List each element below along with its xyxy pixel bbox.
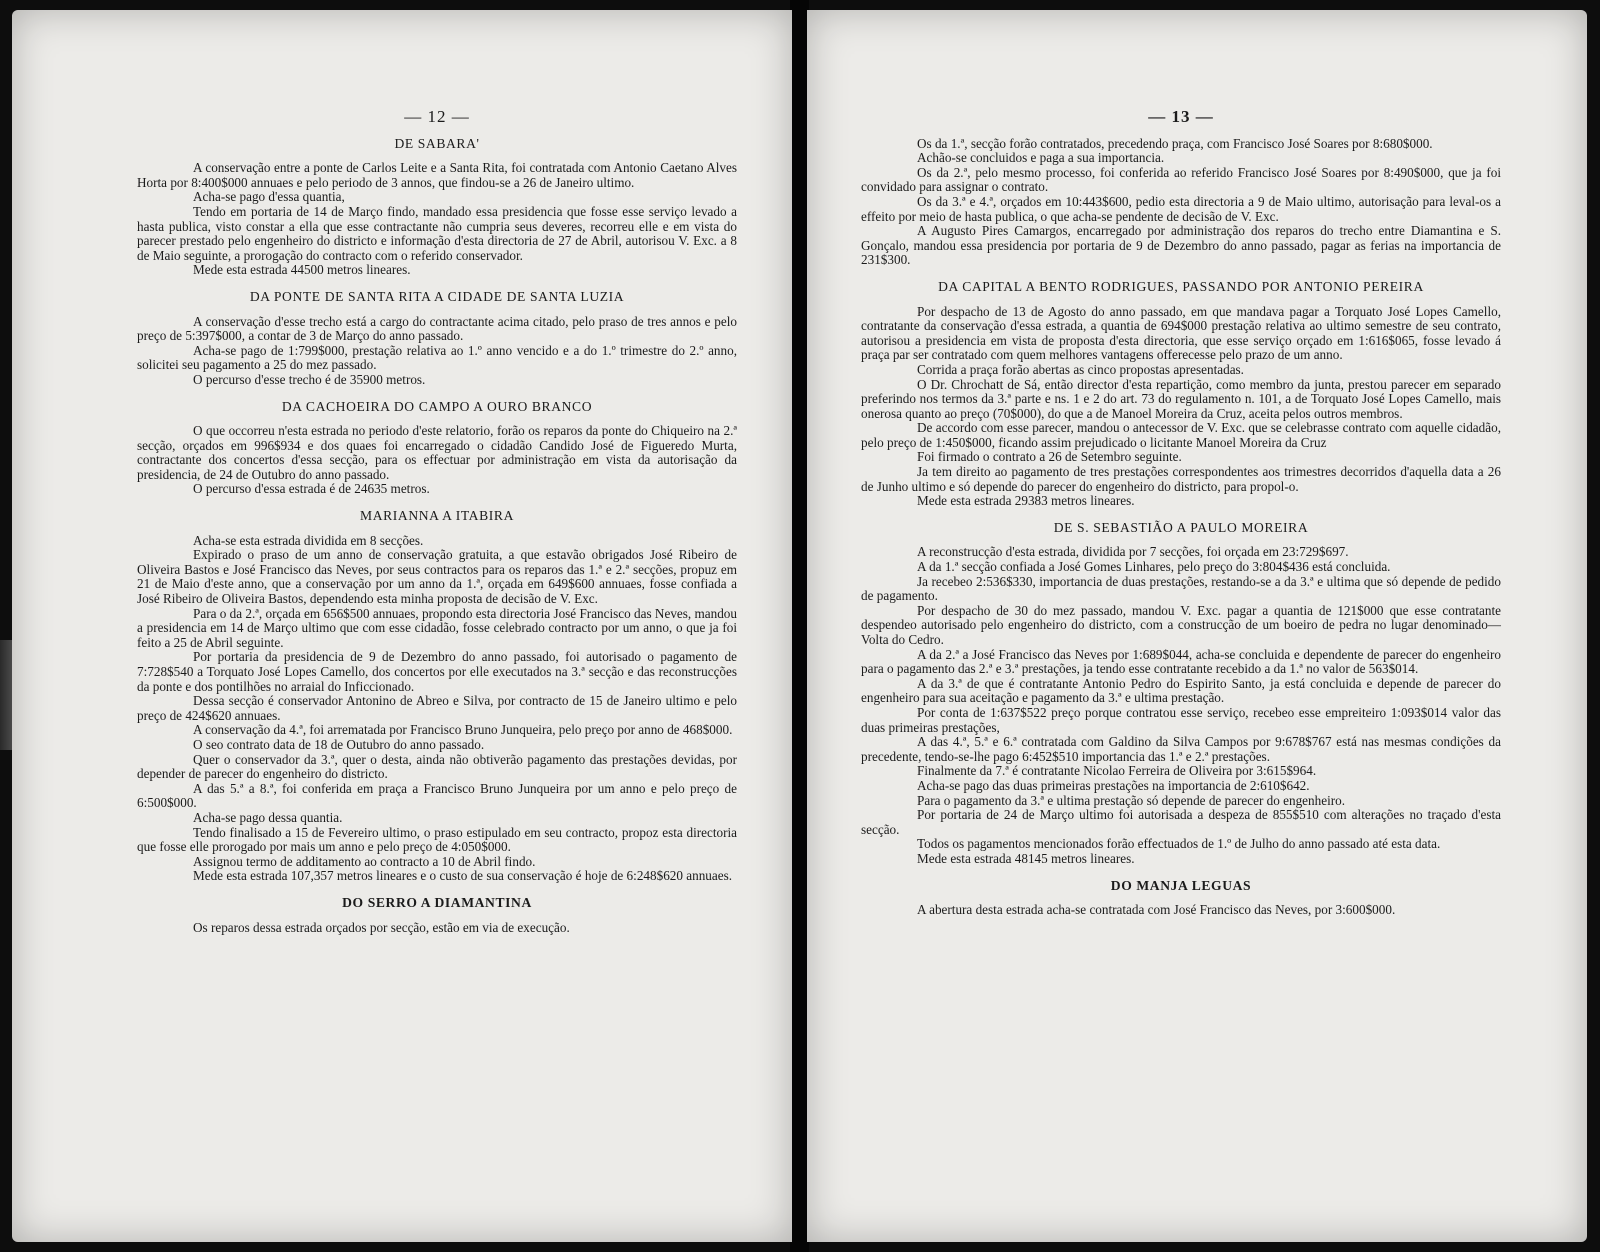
paragraph: O que occorreu n'esta estrada no periodo d'este relatorio, forão os reparos da ponte do Chiqueiro na 2.ª secção, orçados em 996$934 e dos quaes foi encarregado o cidadão Candido José de Figueredo Murta, contractante dos concertos d'essa secção, para os effectuar por administração em vista da autorisação da presidencia, de 24 de Outubro do anno passado. [137,423,737,482]
section-heading: DA CAPITAL A BENTO RODRIGUES, PASSANDO POR ANTONIO PEREIRA [938,278,1424,294]
paragraph: A reconstrucção d'esta estrada, dividida por 7 secções, foi orçada em 23:729$697. [917,544,1349,560]
paragraph: Todos os pagamentos mencionados forão effectuados de 1.º de Julho do anno passado até esta data. [917,836,1441,852]
paragraph: A da 1.ª secção confiada a José Gomes Linhares, pelo preço do 3:804$436 está concluida. [917,559,1391,575]
paragraph: A conservação d'esse trecho está a cargo do contractante acima citado, pelo praso de tres annos e pelo preço de 5:397$000, a contar de 3 de Março do anno passado. [137,313,737,344]
paragraph: O Dr. Chrochatt de Sá, então director d'esta repartição, como membro da junta, prestou parecer em separado preferindo nos termos da 3.ª parte e ns. 1 e 2 do art. 73 do regulamento n. 101, a de Torquato José Lopes Camello, mais onerosa quanto ao preço (70$000), do que a de Manoel Moreira da Cruz, aceita pelos outros membros. [861,376,1501,421]
paragraph: O percurso d'essa estrada é de 24635 metros. [193,481,430,497]
left-page [12,10,792,1242]
paragraph: Acha-se pago das duas primeiras prestações na importancia de 2:610$642. [917,777,1310,793]
paragraph: A Augusto Pires Camargos, encarregado por administração dos reparos do trecho entre Diamantina e S. Gonçalo, mandou essa presidencia por portaria de 9 de Dezembro do anno passado, pagar as ferias na importancia de 231$300. [861,223,1501,268]
paragraph: De accordo com esse parecer, mandou o antecessor de V. Exc. que se celebrasse contrato com aquelle cidadão, pelo preço de 1:450$000, ficando assim prejudicado o licitante Manoel Moreira da Cruz [861,420,1501,450]
paragraph: A das 4.ª, 5.ª e 6.ª contratada com Galdino da Silva Campos por 9:678$767 está nas mesmas condições da precedente, tendo-se-lhe pago 6:452$510 importancia das 1.ª e 2.ª prestações. [861,734,1501,764]
paragraph: Tendo em portaria de 14 de Março findo, mandado essa presidencia que fosse esse serviço levado a hasta publica, visto constar a ella que esse contractante não cumpria seus deveres, recorreu elle e em vista do parecer prestado pelo engenheiro do districto e informação d'esta directoria de 27 de Abril, autorisou V. Exc. a 8 de Maio seguinte, a prorogação do contracto com o referido conservador. [137,203,737,263]
right-page [807,10,1587,1242]
paragraph: Acha-se pago d'essa quantia, [193,189,345,205]
paragraph: Ja recebeo 2:536$330, importancia de duas prestações, restando-se a da 3.ª e ultima que só depende de pedido de pagamento. [861,573,1501,604]
paragraph: Tendo finalisado a 15 de Fevereiro ultimo, o praso estipulado em seu contracto, propoz esta directoria que fosse elle prorogado por mais um anno e pelo preço de 4:050$000. [137,824,737,855]
section-heading: DE SABARA' [394,135,480,151]
paragraph: Mede esta estrada 107,357 metros lineares e o custo de sua conservação é hoje de 6:248$620 annuaes. [193,868,733,884]
paragraph: O seo contrato data de 18 de Outubro do anno passado. [193,736,485,752]
left-column [137,107,737,935]
paragraph: A das 5.ª a 8.ª, foi conferida em praça a Francisco Bruno Junqueira por um anno e pelo preço de 6:500$000. [137,780,737,811]
right-column [861,107,1501,918]
paragraph: Os da 3.ª e 4.ª, orçados em 10:443$600, pedio esta directoria a 9 de Maio ultimo, autorisação para leval-os a effeito por meio de hasta publica, o que acha-se pendente de decisão de V. Exc. [861,193,1501,224]
paragraph: Mede esta estrada 44500 metros lineares. [193,262,411,278]
paragraph: Mede esta estrada 29383 metros lineares. [917,493,1135,509]
paragraph: Ja tem direito ao pagamento de tres prestações correspondentes aos trimestres decorridos d'aquella data a 26 de Junho ultimo e só depende do parecer do engenheiro do districto, para propol-o. [861,464,1501,494]
paragraph: Acha-se esta estrada dividida em 8 secções. [193,532,424,548]
paragraph: Os da 1.ª, secção forão contratados, precedendo praça, com Francisco José Soares por 8:680$000. [917,135,1433,151]
section-heading: MARIANNA A ITABIRA [360,508,514,524]
paragraph: Os da 2.ª, pelo mesmo processo, foi conferida ao referido Francisco José Soares por 8:490$000, que ja foi convidado para assignar o contrato. [861,164,1501,195]
section-heading: DE S. SEBASTIÃO A PAULO MOREIRA [1053,519,1309,535]
paragraph: Mede esta estrada 48145 metros lineares. [917,850,1135,866]
paragraph: Por portaria de 24 de Março ultimo foi autorisada a despeza de 855$510 com alterações no traçado d'esta secção. [861,807,1501,837]
paragraph: Corrida a praça forão abertas as cinco propostas apresentadas. [917,361,1244,377]
section-heading: DO MANJA LEGUAS [1110,877,1252,893]
paragraph: Para o da 2.ª, orçada em 656$500 annuaes, propondo esta directoria José Francisco das Neves, mandou a presidencia em 14 de Março ultimo que com esse cidadão, fosse celebrado contracto por um anno, o que ja foi feito a 25 de Abril seguinte. [137,605,737,650]
paragraph: Por conta de 1:637$522 preço porque contratou esse serviço, recebeo esse empreiteiro 1:093$014 valor das duas primeiras prestações, [861,704,1501,735]
paragraph: Por despacho de 30 do mez passado, mandou V. Exc. pagar a quantia de 121$000 que esse contratante despendeo autorisado pelo engenheiro do districto, com a construcção de um boeiro de pedra no lugar denominado—Volta do Cedro. [861,602,1501,647]
section-heading: DA PONTE DE SANTA RITA A CIDADE DE SANTA LUZIA [249,288,625,304]
paragraph: A da 2.ª a José Francisco das Neves por 1:689$044, acha-se concluida e dependente de parecer do engenheiro para o pagamento das 2.ª e 3.ª prestações, ja tendo esse contratante recebido a da 1.ª no valor de 563$014. [861,646,1501,677]
paragraph: Quer o conservador da 3.ª, quer o desta, ainda não obtiverão pagamento das prestações devidas, por depender de parecer do engenheiro do districto. [137,751,737,782]
paragraph: Acha-se pago dessa quantia. [193,809,343,825]
paragraph: A da 3.ª de que é contratante Antonio Pedro do Espirito Santo, ja está concluida e depende de parecer do engenheiro para sua aceitação e pagamento da 3.ª e ultima prestação. [861,675,1501,706]
page-number-left: — 12 — [404,107,470,126]
paragraph: Finalmente da 7.ª é contratante Nicolao Ferreira de Oliveira por 3:615$964. [917,763,1317,779]
paragraph: Expirado o praso de um anno de conservação gratuita, a que estavão obrigados José Ribeiro de Oliveira Bastos e José Francisco das Neves, por seus contractos para os reparos das 1.ª e 2.ª secções, propuz em 21 de Maio d'este anno, que a conservação por um anno da 1.ª, orçada em 649$600 annuaes, fosse confiada a José Ribeiro de Oliveira Bastos, dependendo esta minha proposta de decisão de V. Exc. [137,547,737,607]
section-heading: DO SERRO A DIAMANTINA [342,894,532,910]
paragraph: Os reparos dessa estrada orçados por secção, estão em via de execução. [193,919,570,935]
page-number-right: — 13 — [1148,107,1214,126]
paragraph: Achão-se concluidos e paga a sua importancia. [917,150,1165,166]
paragraph: A abertura desta estrada acha-se contratada com José Francisco das Neves, por 3:600$000. [917,902,1396,918]
paragraph: Foi firmado o contrato a 26 de Setembro seguinte. [917,449,1182,465]
paragraph: Para o pagamento da 3.ª e ultima prestação só depende de parecer do engenheiro. [917,792,1346,808]
paragraph: Dessa secção é conservador Antonino de Abreo e Silva, por contracto de 15 de Janeiro ultimo e pelo preço de 424$620 annuaes. [137,693,737,723]
paragraph: A conservação entre a ponte de Carlos Leite e a Santa Rita, foi contratada com Antonio Caetano Alves Horta por 8:400$000 annuaes e pelo periodo de 3 annos, que findou-se a 26 de Janeiro ultimo. [137,160,737,190]
section-heading: DA CACHOEIRA DO CAMPO A OURO BRANCO [281,398,593,414]
paragraph: Assignou termo de additamento ao contracto a 10 de Abril findo. [193,853,536,869]
paragraph: A conservação da 4.ª, foi arrematada por Francisco Bruno Junqueira, pelo preço por anno de 468$000. [193,722,733,738]
paragraph: Por despacho de 13 de Agosto do anno passado, em que mandava pagar a Torquato José Lopes Camello, contratante da conservação d'essa estrada, a quantia de 694$000 prestação relativa ao ultimo semestre de seu contrato, autorisou a presidencia em vista de proposta d'esta directoria, que esse serviço orçado em 1:616$065, fosse levado á praça par ser contratado com quem melhores vantagens offerecesse pelo prazo de um anno. [861,303,1501,363]
paragraph: O percurso d'esse trecho é de 35900 metros. [193,371,426,387]
paragraph: Por portaria da presidencia de 9 de Dezembro do anno passado, foi autorisado o pagamento de 7:728$540 a Torquato José Lopes Camello, dos concertos por elle executados na 3.ª secção e das reconstrucções da ponte e dos pontilhões no arraial do Inficcionado. [137,649,737,694]
paragraph: Acha-se pago de 1:799$000, prestação relativa ao 1.º anno vencido e a do 1.º trimestre do 2.º anno, solicitei seu pagamento a 25 do mez passado. [137,342,737,373]
